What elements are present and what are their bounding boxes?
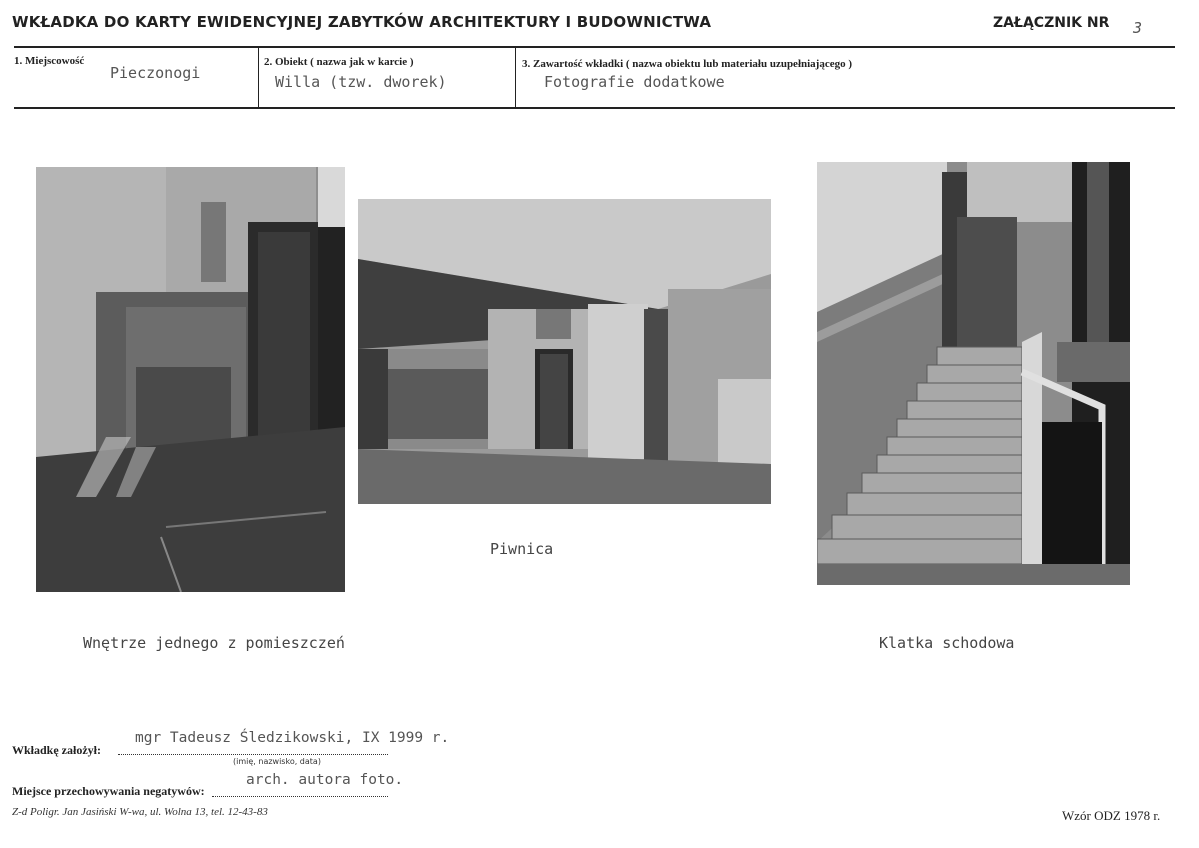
bottom-rule — [14, 107, 1175, 109]
content-label: 3. Zawartość wkładki ( nazwa obiektu lub materiału uzupełniającego ) — [522, 58, 853, 70]
negatives-line — [212, 796, 388, 797]
object-label: 2. Obiekt ( nazwa jak w karcie ) — [264, 56, 414, 68]
created-by-label: Wkładkę założył: — [12, 743, 101, 757]
caption-interior: Wnętrze jednego z pomieszczeń — [83, 634, 345, 652]
content-value: Fotografie dodatkowe — [544, 73, 725, 91]
field-divider-1 — [258, 48, 259, 107]
interior-room-photo — [36, 167, 345, 592]
caption-cellar: Piwnica — [490, 540, 554, 558]
form-model: Wzór ODZ 1978 r. — [1062, 808, 1161, 823]
field-divider-2 — [515, 48, 516, 107]
attachment-label: ZAŁĄCZNIK NR — [993, 15, 1110, 31]
object-value: Willa (tzw. dworek) — [275, 73, 447, 91]
attachment-number: 3 — [1133, 19, 1143, 37]
staircase-photo — [817, 162, 1130, 585]
cellar-photo — [358, 199, 771, 504]
caption-staircase: Klatka schodowa — [879, 634, 1015, 652]
printer-info: Z-d Poligr. Jan Jasiński W-wa, ul. Wolna 13, tel. 12-43-83 — [12, 806, 268, 818]
location-label: 1. Miejscowość — [14, 55, 85, 67]
location-value: Pieczonogi — [110, 64, 201, 82]
form-title: WKŁADKA DO KARTY EWIDENCYJNEJ ZABYTKÓW ARCHITEKTURY I BUDOWNICTWA — [12, 13, 712, 31]
created-by-value: mgr Tadeusz Śledzikowski, IX 1999 r. — [135, 730, 450, 746]
created-by-line — [118, 754, 388, 755]
negatives-value: arch. autora foto. — [246, 772, 404, 788]
negatives-label: Miejsce przechowywania negatywów: — [12, 784, 205, 798]
top-rule — [14, 46, 1175, 48]
created-by-hint: (imię, nazwisko, data) — [233, 757, 321, 766]
